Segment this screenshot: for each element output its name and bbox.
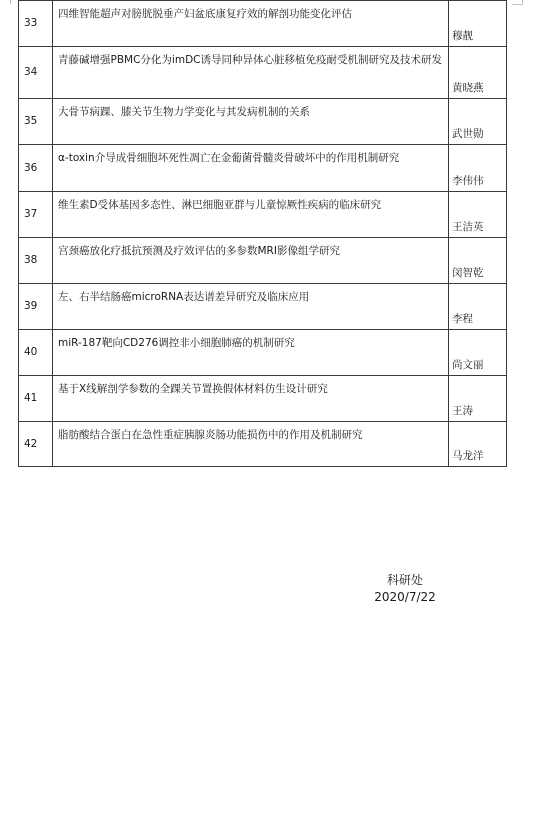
project-title: 大骨节病踝、膝关节生物力学变化与其发病机制的关系 (53, 99, 449, 145)
table-row (19, 47, 507, 99)
table-row (19, 330, 507, 376)
row-number: 37 (19, 192, 53, 238)
project-title: α-toxin介导成骨细胞坏死性凋亡在金葡菌骨髓炎骨破坏中的作用机制研究 (53, 145, 449, 192)
project-leader: 穆靓 (449, 1, 507, 47)
table-row (19, 284, 507, 330)
table-row (19, 145, 507, 192)
page-corner-mark-left (10, 0, 17, 4)
project-leader: 王涛 (449, 376, 507, 422)
issue-date: 2020/7/22 (374, 590, 436, 604)
row-number: 35 (19, 99, 53, 145)
table-row (19, 192, 507, 238)
project-title: 宫颈癌放化疗抵抗预测及疗效评估的多参数MRI影像组学研究 (53, 238, 449, 284)
row-number: 39 (19, 284, 53, 330)
project-leader: 闵智乾 (449, 238, 507, 284)
document-footer (350, 572, 460, 606)
project-leader: 马龙洋 (449, 422, 507, 467)
project-title: miR-187靶向CD276调控非小细胞肺癌的机制研究 (53, 330, 449, 376)
project-leader: 李程 (449, 284, 507, 330)
table-row (19, 376, 507, 422)
project-title: 脂肪酸结合蛋白在急性重症胰腺炎肠功能损伤中的作用及机制研究 (53, 422, 449, 467)
project-leader: 黄晓燕 (449, 47, 507, 99)
table-row (19, 422, 507, 467)
row-number: 36 (19, 145, 53, 192)
project-leader: 李伟伟 (449, 145, 507, 192)
row-number: 38 (19, 238, 53, 284)
project-table (18, 0, 507, 467)
project-title: 左、右半结肠癌microRNA表达谱差异研究及临床应用 (53, 284, 449, 330)
table-row (19, 1, 507, 47)
table-row (19, 238, 507, 284)
issuing-department: 科研处 (386, 573, 423, 587)
project-leader: 王洁英 (449, 192, 507, 238)
page-corner-mark-right (512, 0, 523, 5)
row-number: 41 (19, 376, 53, 422)
project-title: 维生素D受体基因多态性、淋巴细胞亚群与儿童惊厥性疾病的临床研究 (53, 192, 449, 238)
project-leader: 武世勋 (449, 99, 507, 145)
project-title: 基于X线解剖学参数的全踝关节置换假体材料仿生设计研究 (53, 376, 449, 422)
row-number: 42 (19, 422, 53, 467)
table-row (19, 99, 507, 145)
row-number: 34 (19, 47, 53, 99)
project-leader: 尚文丽 (449, 330, 507, 376)
row-number: 40 (19, 330, 53, 376)
project-title: 四维智能超声对膀胱脱垂产妇盆底康复疗效的解剖功能变化评估 (53, 1, 449, 47)
project-title: 青藤碱增强PBMC分化为imDC诱导同种异体心脏移植免疫耐受机制研究及技术研发 (53, 47, 449, 99)
row-number: 33 (19, 1, 53, 47)
